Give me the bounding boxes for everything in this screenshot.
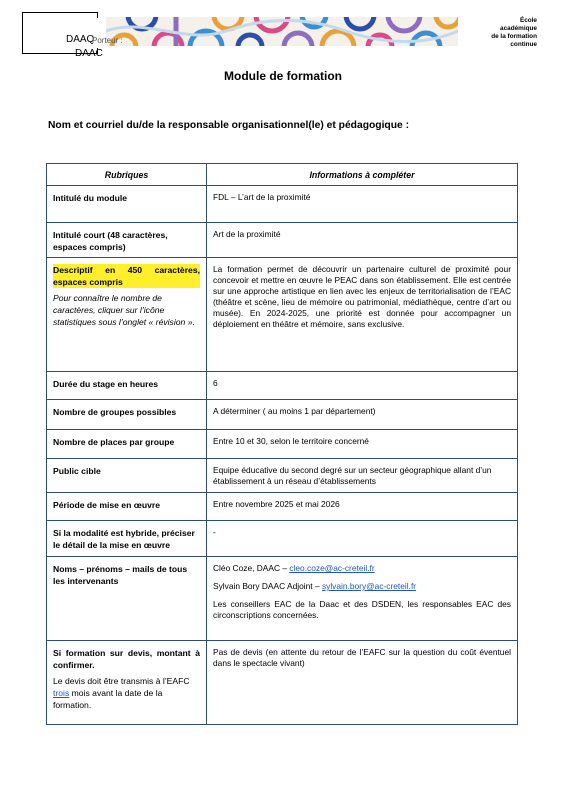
table-header-row [47,164,518,186]
row-label [47,641,207,725]
contact-note: Les conseillers EAC de la Daac et des DSDEN, les responsables EAC des circonscriptions concernées. [213,599,511,620]
table-row [47,223,518,258]
form-table [46,163,518,725]
table-row [47,400,518,430]
contact-name: Cléo Coze, DAAC – [213,563,290,573]
devis-note-text: Le devis doit être transmis à l’EAFC [53,676,190,686]
row-label: Nombre de groupes possibles [47,400,207,430]
school-line: de la formation [491,33,537,40]
row-value[interactable]: Entre 10 et 30, selon le territoire concerné [207,430,518,459]
table-row [47,258,518,372]
table-row [47,493,518,521]
row-label [47,258,207,372]
school-name [491,17,537,49]
row-value [207,557,518,641]
table-row [47,186,518,223]
devis-note-text: mois avant la date de la formation. [53,688,163,710]
row-label: Si la modalité est hybride, préciser le détail de la mise en œuvre [47,521,207,557]
trois-link[interactable]: trois [53,688,70,698]
email-link[interactable]: cleo.coze@ac-creteil.fr [289,563,375,573]
porteur-label: Porteur : [92,36,123,45]
decorative-banner [106,17,458,46]
instruction-note: Pour connaître le nombre de caractères, cliquer sur l’icône statistiques sous l’onglet « révision ». [53,293,195,327]
row-value[interactable]: La formation permet de découvrir un partenaire culturel de proximité pour concevoir et mettre en œuvre le PEAC dans son établissement. Elle est centrée sur une approche artistique en lien avec les enjeux de territorialisation de l’EAC (théâtre et scène, lieu de mémoire ou patrimonial, médiathèque, centre d’art ou musée). En 2024-2025, une priorité est donnée pour accompagner un déploiement en théâtre et mémoire, sans exclusive. [207,258,518,372]
row-value[interactable]: Pas de devis (en attente du retour de l’EAFC sur la question du coût éventuel dans le spectacle vivant) [207,641,518,725]
row-value[interactable]: Equipe éducative du second degré sur un secteur géographique allant d’un établissement à un réseau d’établissements [207,459,518,493]
row-label: Durée du stage en heures [47,372,207,400]
highlighted-label: Descriptif en 450 caractères, espaces compris [53,265,200,287]
devis-note [53,675,200,711]
column-header: Informations à compléter [207,164,518,186]
email-link[interactable]: sylvain.bory@ac-creteil.fr [321,581,417,591]
row-value[interactable]: Art de la proximité [207,223,518,258]
logo-text-daac: DAAC [75,48,103,59]
table-row [47,521,518,557]
school-line: continue [510,41,537,48]
row-label: Période de mise en œuvre [47,493,207,521]
row-label: Public cible [47,459,207,493]
contact-line [213,581,511,592]
row-label: Nombre de places par groupe [47,430,207,459]
logo-text-daaq: DAAQ [66,34,95,45]
school-line: académique [500,25,537,32]
table-row [47,641,518,725]
table-row [47,372,518,400]
responsable-label: Nom et courriel du/de la responsable organisationnel(le) et pédagogique : [48,120,410,131]
row-value[interactable]: FDL – L’art de la proximité [207,186,518,223]
row-value[interactable]: Entre novembre 2025 et mai 2026 [207,493,518,521]
table-row [47,557,518,641]
row-label: Noms – prénoms – mails de tous les intervenants [47,557,207,641]
row-label: Intitulé court (48 caractères, espaces compris) [47,223,207,258]
table-row [47,430,518,459]
school-line: École [519,17,537,24]
contact-line [213,563,511,574]
table-row [47,459,518,493]
row-value[interactable]: A déterminer ( au moins 1 par département) [207,400,518,430]
column-header: Rubriques [47,164,207,186]
page-title: Module de formation [224,69,342,83]
row-value[interactable]: 6 [207,372,518,400]
contact-name: Sylvain Bory DAAC Adjoint – [213,581,322,591]
devis-label: Si formation sur devis, montant à confirmer. [53,648,200,670]
row-value[interactable]: - [207,521,518,557]
row-label: Intitulé du module [47,186,207,223]
